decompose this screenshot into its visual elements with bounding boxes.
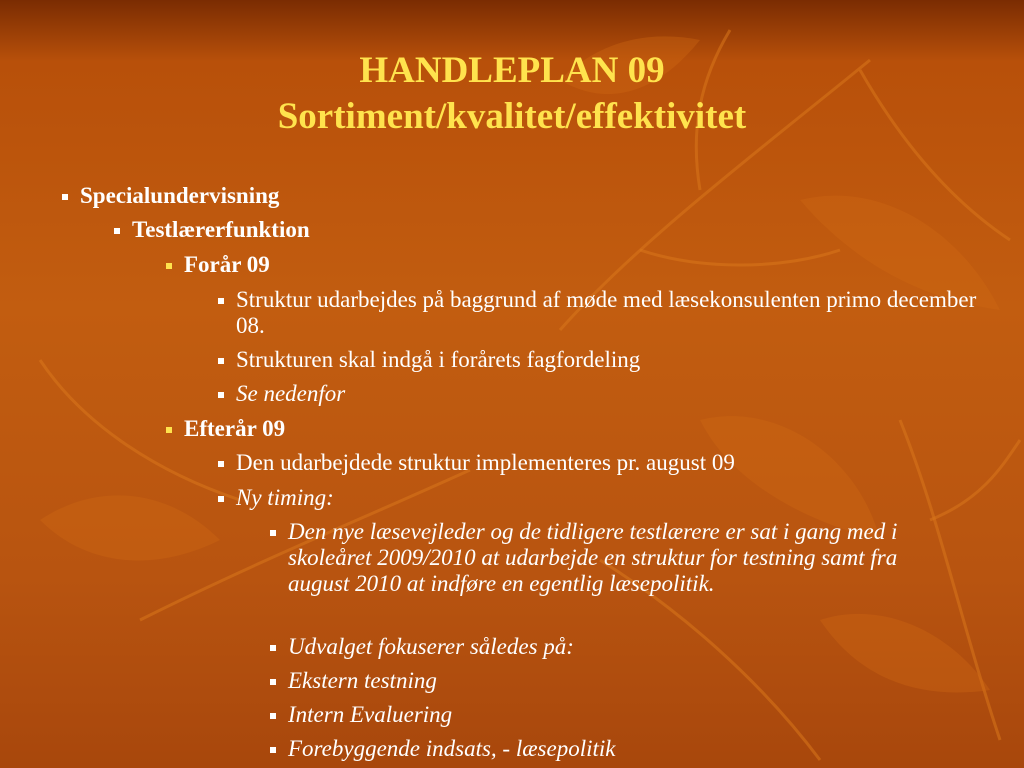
bullet-text: Strukturen skal indgå i forårets fagfordeling <box>236 347 641 372</box>
bullet-nye-laesevejleder <box>270 519 950 597</box>
bullet-square-icon <box>270 530 276 536</box>
bullet-square-icon <box>218 358 224 364</box>
bullet-testlaererfunktion <box>114 217 974 243</box>
title-line-2: Sortiment/kvalitet/effektivitet <box>277 96 747 137</box>
bullet-text: Ekstern testning <box>288 668 437 693</box>
bullet-square-icon <box>270 679 276 685</box>
bullet-efteraar-09 <box>166 416 966 442</box>
bullet-text: Udvalget fokuserer således på: <box>288 634 574 659</box>
bullet-text: Ny timing: <box>236 485 334 510</box>
bullet-text: Se nedenfor <box>236 381 346 406</box>
slide-title <box>0 48 1024 140</box>
bullet-text: Den udarbejdede struktur implementeres pr. august 09 <box>236 450 735 475</box>
bullet-intern-evaluering <box>270 702 950 728</box>
bullet-se-nedenfor <box>218 381 978 407</box>
bullet-udarbejdede-struktur <box>218 450 978 476</box>
bullet-struktur-udarbejdes <box>218 287 978 339</box>
bullet-text: Testlærerfunktion <box>132 217 310 242</box>
bullet-text: Efterår 09 <box>184 416 286 441</box>
bullet-text: Specialundervisning <box>80 183 280 208</box>
bullet-text: Forår 09 <box>184 252 270 277</box>
bullet-forebyggende-indsats <box>270 736 950 762</box>
title-line-1: HANDLEPLAN 09 <box>359 50 665 91</box>
bullet-square-icon <box>270 713 276 719</box>
bullet-square-icon <box>218 392 224 398</box>
bullet-square-icon <box>166 427 172 433</box>
bullet-square-icon <box>218 461 224 467</box>
bullet-square-icon <box>270 645 276 651</box>
bullet-text: Struktur udarbejdes på baggrund af møde med læsekonsulenten primo december 08. <box>236 287 977 338</box>
bullet-square-icon <box>114 228 120 234</box>
bullet-udvalget-fokuserer <box>270 634 950 660</box>
bullet-specialundervisning <box>62 183 962 209</box>
bullet-text: Forebyggende indsats, - læsepolitik <box>288 736 616 761</box>
bullet-square-icon <box>218 496 224 502</box>
bullet-square-icon <box>270 747 276 753</box>
bullet-strukturen-skal <box>218 347 978 373</box>
bullet-text: Den nye læsevejleder og de tidligere testlærere er sat i gang med i skoleåret 2009/2010 at udarbejde en struktur for testning samt fra august 2010 at indføre en egentlig læsepolitik. <box>288 519 898 596</box>
bullet-ny-timing <box>218 485 978 511</box>
bullet-square-icon <box>62 194 68 200</box>
bullet-ekstern-testning <box>270 668 950 694</box>
bullet-text: Intern Evaluering <box>288 702 453 727</box>
bullet-square-icon <box>166 263 172 269</box>
bullet-square-icon <box>218 298 224 304</box>
bullet-foraar-09 <box>166 252 966 278</box>
